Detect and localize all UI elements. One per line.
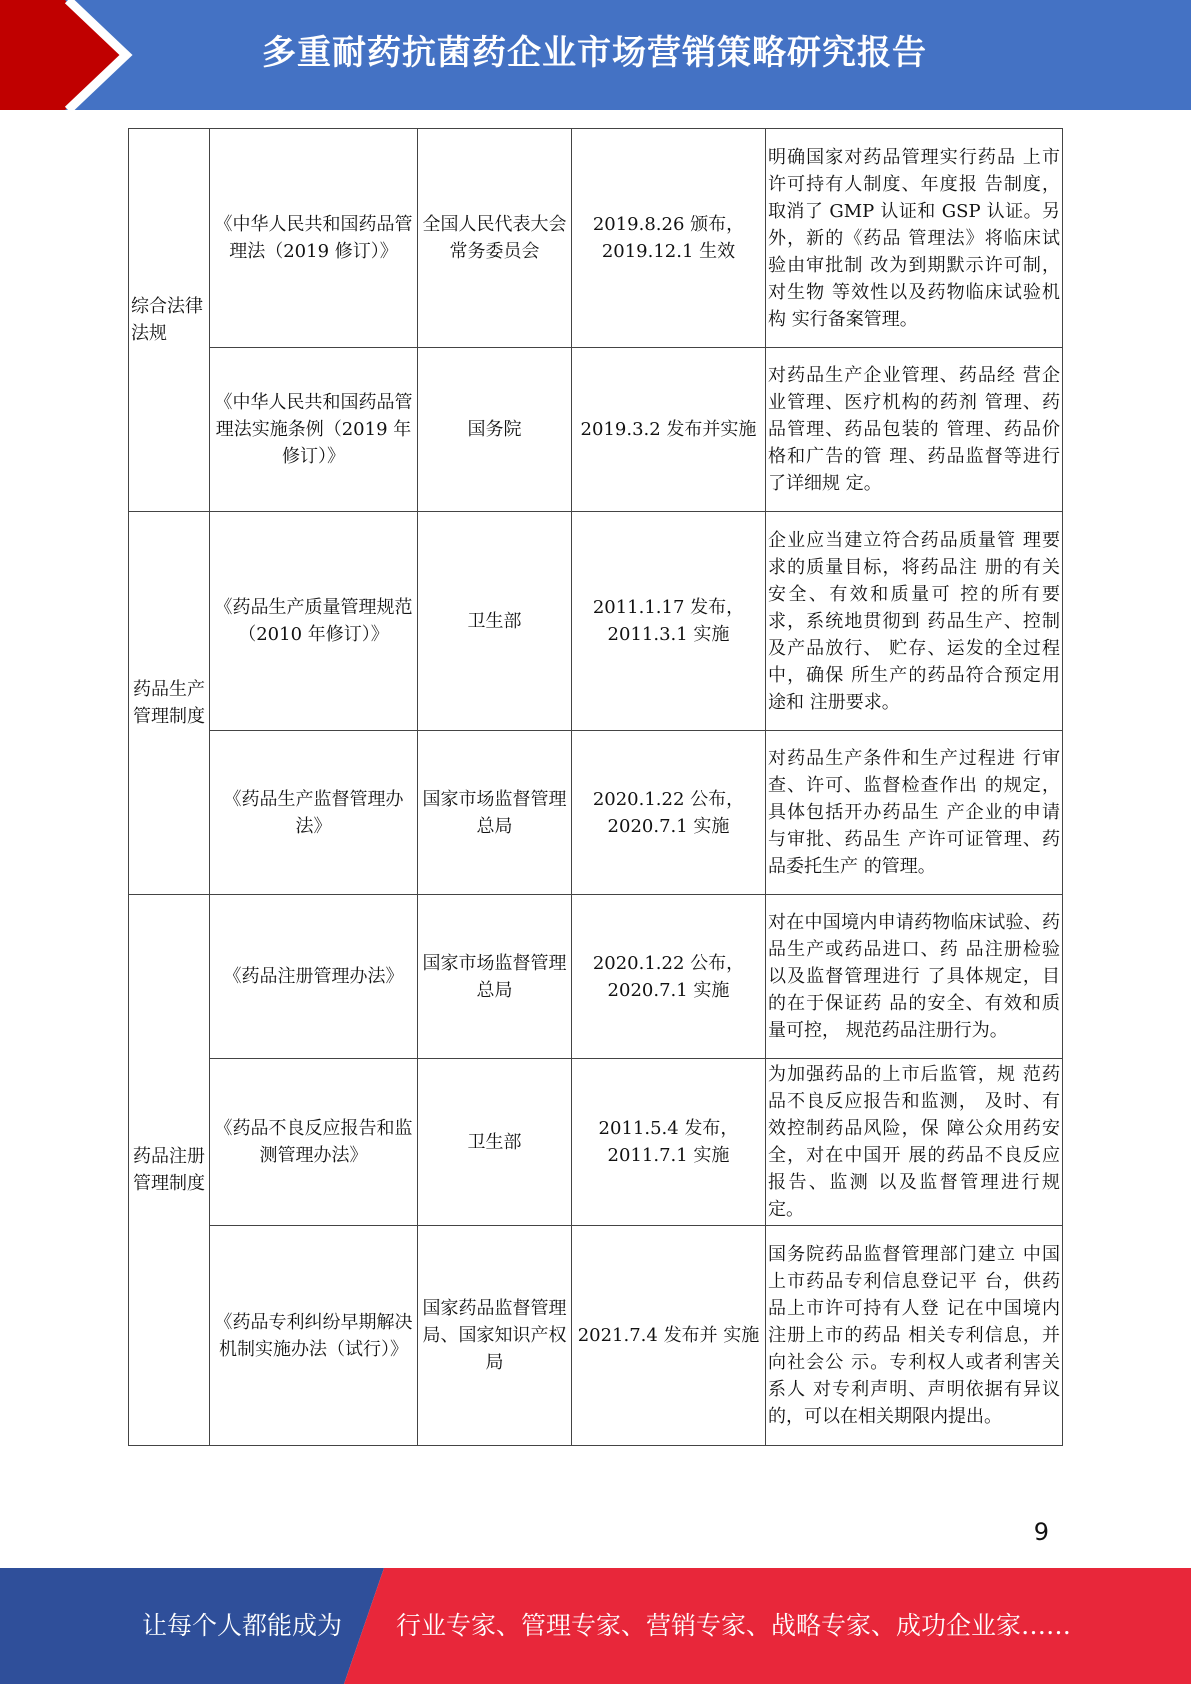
regulation-table [128,128,1063,1446]
footer-slogan-right: 行业专家、管理专家、营销专家、战略专家、成功企业家…… [396,1611,1072,1640]
category-cell: 药品生产管理制度 [129,512,210,895]
issue-date [572,895,766,1059]
page-header [0,0,1191,110]
regulation-description: 对在中国境内申请药物临床试验、药品生产或药品进口、药 品注册检验以及监督管理进行 了具体规定，目的在于保证药 品的安全、有效和质量可控， 规范药品注册行为。 [766,895,1063,1059]
date-line: 2019.3.2 发布并实施 [580,419,757,440]
regulation-description: 对药品生产条件和生产过程进 行审查、许可、监督检查作出 的规定，具体包括开办药品生 产企业的申请与审批、药品生 产许可证管理、药品委托生产 的管理。 [766,731,1063,895]
table-row [129,895,1063,1059]
chevron-icon [0,0,160,110]
issue-date [572,512,766,731]
regulation-name: 《药品专利纠纷早期解决机制实施办法（试行）》 [210,1226,418,1446]
category-cell: 综合法律法规 [129,129,210,512]
date-line: 2020.1.22 公布， [592,952,745,974]
date-line: 2019.12.1 生效 [601,241,736,262]
date-line: 2021.7.4 发布并 实施 [577,1325,760,1346]
regulation-description: 对药品生产企业管理、药品经 营企业管理、医疗机构的药剂 管理、药品管理、药品包装的 管理、药品价格和广告的管 理、药品监督等进行了详细规 定。 [766,348,1063,512]
issue-date [572,348,766,512]
table-row [129,129,1063,348]
regulation-description: 明确国家对药品管理实行药品 上市许可持有人制度、年度报 告制度，取消了 GMP 认证和 GSP 认证。另外，新的《药品 管理法》将临床试验由审批制 改为到期默示许可制，对生物 等效性以及药物临床试验机构 实行备案管理。 [766,129,1063,348]
issuing-authority: 国家药品监督管理局、国家知识产权局 [418,1226,572,1446]
date-line: 2011.7.1 实施 [607,1145,730,1166]
issue-date [572,129,766,348]
table-row [129,512,1063,731]
regulation-description: 国务院药品监督管理部门建立 中国上市药品专利信息登记平 台，供药品上市许可持有人登 记在中国境内注册上市的药品 相关专利信息，并向社会公 示。专利权人或者利害关系人 对专利声明、声明依据有异议 的，可以在相关期限内提出。 [766,1226,1063,1446]
regulation-name: 《中华人民共和国药品管理法（2019 修订）》 [210,129,418,348]
issuing-authority: 卫生部 [418,512,572,731]
issuing-authority: 卫生部 [418,1059,572,1226]
date-line: 2011.1.17 发布， [592,597,745,618]
issue-date [572,1059,766,1226]
date-line: 2011.3.1 实施 [607,624,730,645]
date-line: 2020.7.1 实施 [607,979,730,1001]
report-title: 多重耐药抗菌药企业市场营销策略研究报告 [262,33,927,73]
footer-slogan-left: 让每个人都能成为 [142,1611,343,1640]
issuing-authority: 国务院 [418,348,572,512]
page-number: 9 [1033,1518,1049,1546]
table-row [129,348,1063,512]
regulation-name: 《药品不良反应报告和监测管理办法》 [210,1059,418,1226]
table-row [129,1226,1063,1446]
regulation-description: 为加强药品的上市后监管，规 范药品不良反应报告和监测， 及时、有效控制药品风险，保 障公众用药安全，对在中国开 展的药品不良反应报告、监测 以及监督管理进行规定。 [766,1059,1063,1226]
issue-date [572,731,766,895]
regulation-name: 《药品注册管理办法》 [210,895,418,1059]
date-line: 2011.5.4 发布， [598,1118,739,1139]
issuing-authority: 全国人民代表大会常务委员会 [418,129,572,348]
table-row [129,731,1063,895]
category-cell: 药品注册管理制度 [129,895,210,1446]
table-row [129,1059,1063,1226]
page-footer [0,1568,1191,1684]
issuing-authority: 国家市场监督管理总局 [418,731,572,895]
regulation-name: 《中华人民共和国药品管理法实施条例（2019 年修订）》 [210,348,418,512]
date-line: 2020.7.1 实施 [607,815,730,837]
regulation-name: 《药品生产质量管理规范（2010 年修订）》 [210,512,418,731]
issue-date [572,1226,766,1446]
date-line: 2020.1.22 公布， [592,788,745,810]
issuing-authority: 国家市场监督管理总局 [418,895,572,1059]
regulation-name: 《药品生产监督管理办法》 [210,731,418,895]
date-line: 2019.8.26 颁布， [592,214,745,235]
regulation-description: 企业应当建立符合药品质量管 理要求的质量目标，将药品注 册的有关安全、有效和质量可 控的所有要求，系统地贯彻到 药品生产、控制及产品放行、 贮存、运发的全过程中，确保 所生产的药品符合预定用途和 注册要求。 [766,512,1063,731]
